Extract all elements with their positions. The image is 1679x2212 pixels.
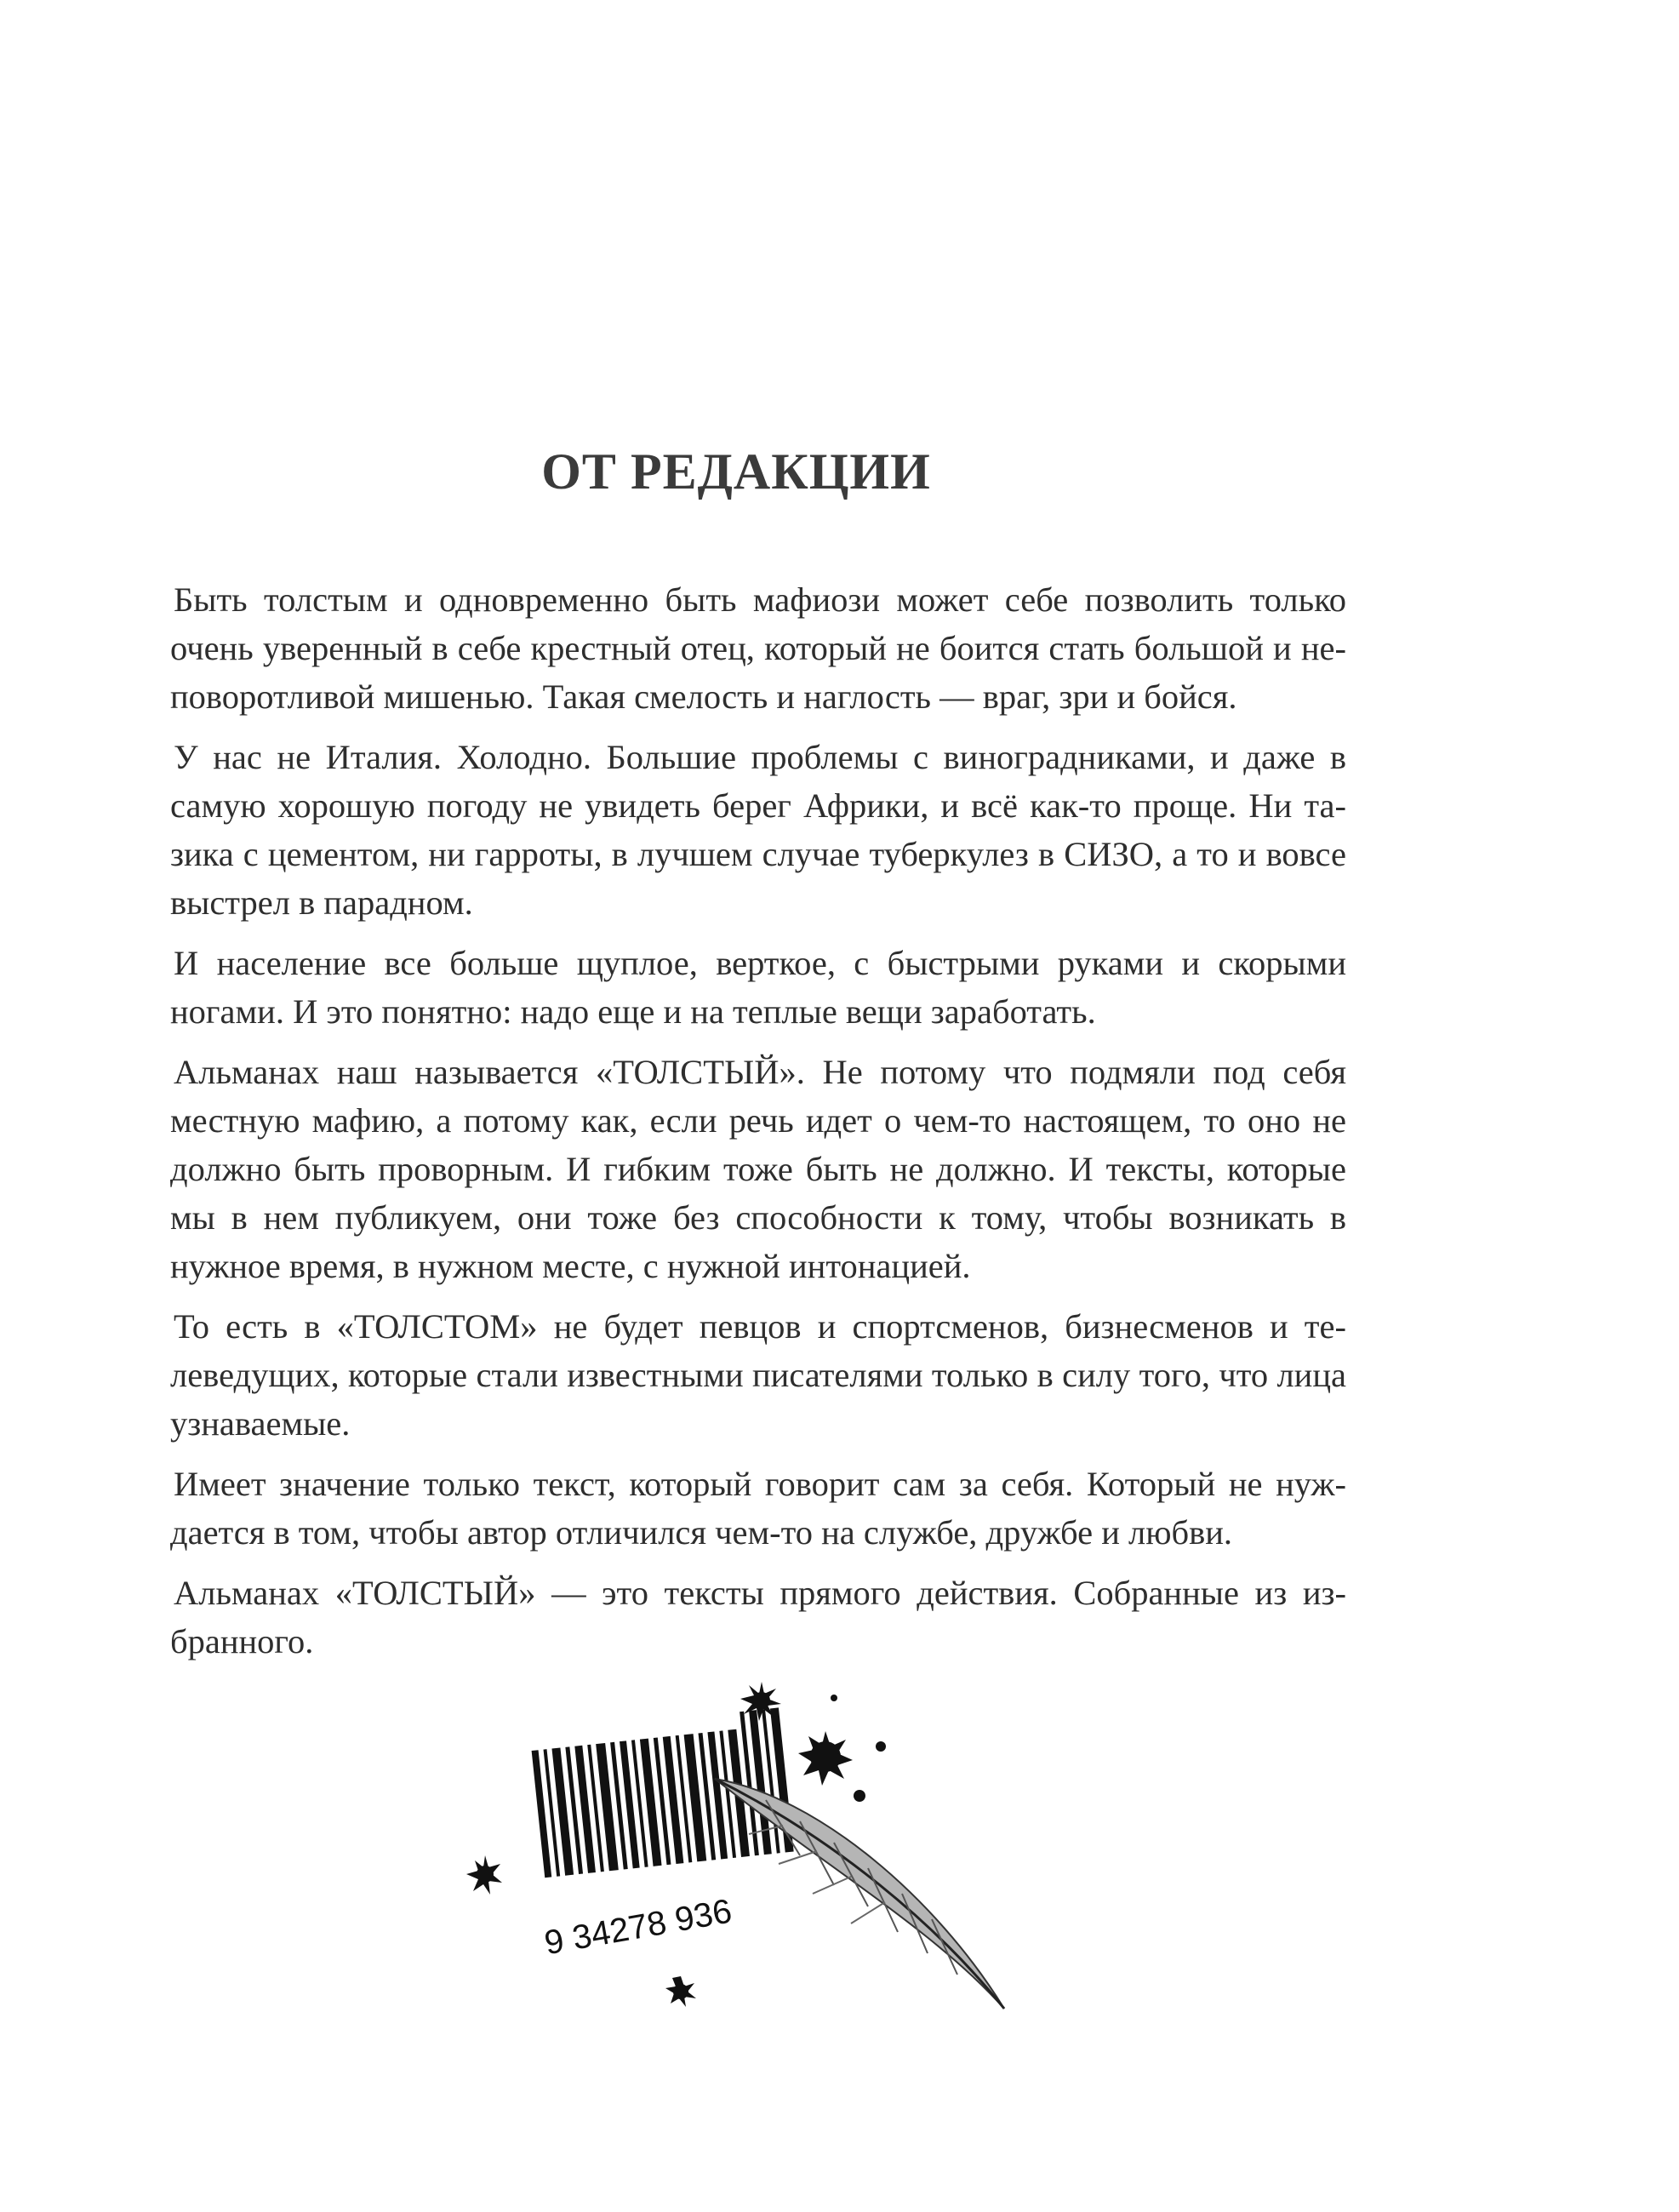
page-title: ОТ РЕДАКЦИИ — [541, 443, 931, 500]
paragraph: То есть в «ТОЛСТОМ» не будет певцов и спортсменов, бизнесменов и телеведущих, которые стали известными писателями только в силу того, что лица узнаваемые. — [170, 1307, 1346, 1443]
paragraph: Имеет значение только текст, который говорит сам за себя. Который не нуждается в том, чтобы автор отличился чем-то на службе, дружбе и любви. — [170, 1465, 1346, 1552]
barcode-feather-icon — [460, 1651, 1072, 2026]
editorial-text — [170, 575, 1346, 1678]
paragraph: У нас не Италия. Холодно. Большие проблемы с виноградниками, и даже в самую хорошую погоду не увидеть берег Африки, и всё как-то проще. Ни тазика с цементом, ни гарроты, в лучшем случае туберкулез в СИЗО, а то и вовсе выстрел в парадном. — [170, 738, 1346, 922]
paragraph: Альманах наш называется «ТОЛСТЫЙ». Не потому что подмяли под себя местную мафию, а потому как, если речь идет о чем-то настоящем, то оно не должно быть проворным. И гибким тоже быть не должно. И тексты, которые мы в нем публикуем, они тоже без способности к тому, чтобы возникать в нужное время, в нужном месте, с нужной интонацией. — [170, 1053, 1346, 1285]
paragraph: Альманах «ТОЛСТЫЙ» — это тексты прямого действия. Собранные из избранного. — [170, 1574, 1346, 1660]
paragraph: И население все больше щуплое, верткое, с быстрыми руками и скорыми ногами. И это понятно: надо еще и на теплые вещи заработать. — [170, 944, 1346, 1031]
barcode-feather-illustration — [460, 1651, 1072, 2026]
paragraph: Быть толстым и одновременно быть мафиози может себе позволить только очень уверенный в себе крестный отец, который не боится стать большой и неповоротливой мишенью. Такая смелость и наглость — враг, зри и бойся. — [170, 580, 1346, 716]
barcode-digits: 9 34278 936 — [541, 1892, 735, 1963]
feather-icon — [715, 1779, 1004, 2009]
